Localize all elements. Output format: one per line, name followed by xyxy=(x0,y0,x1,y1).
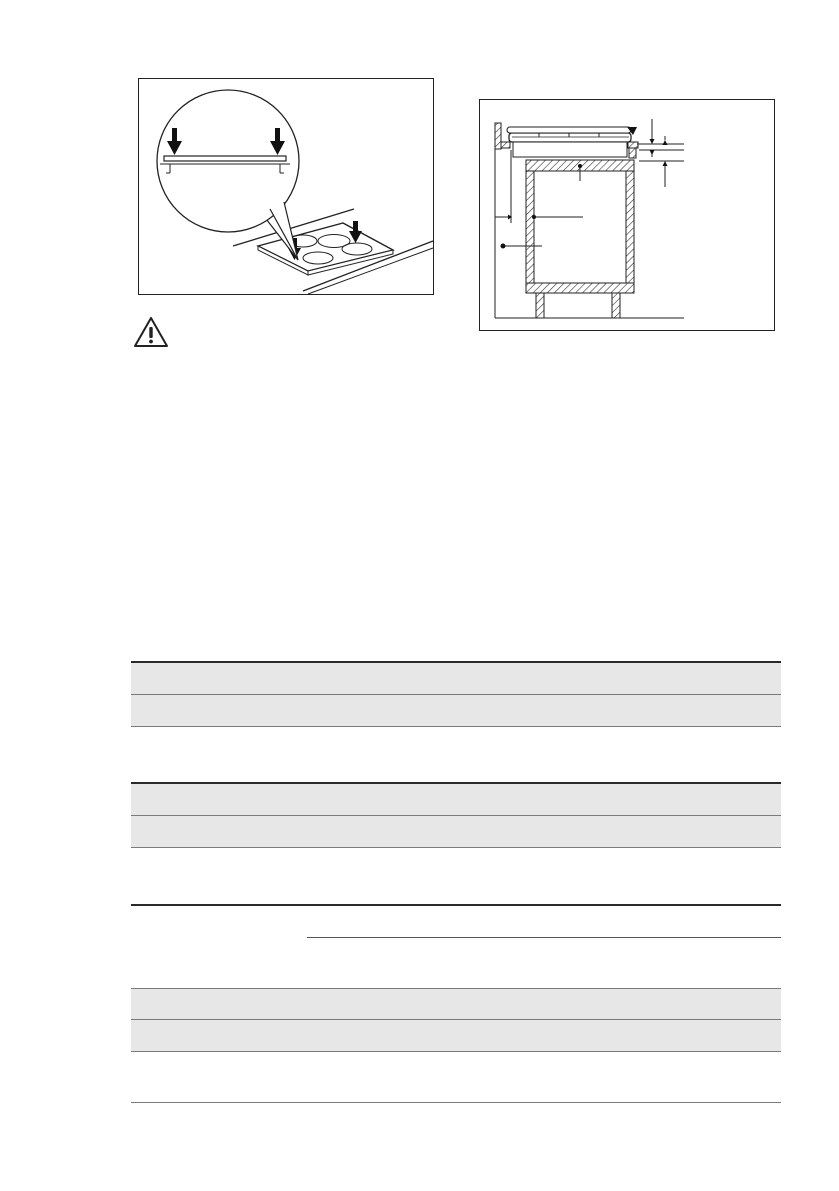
table-row xyxy=(131,661,781,695)
hob-installation-clamp-illustration xyxy=(138,78,434,295)
table-row xyxy=(131,989,781,1020)
table-row xyxy=(131,904,781,989)
spec-table-3 xyxy=(131,904,781,1103)
spec-table-1 xyxy=(131,661,781,727)
table-row xyxy=(131,1052,781,1103)
table-row xyxy=(131,695,781,727)
table-row xyxy=(131,782,781,816)
table-sub-divider xyxy=(307,937,781,938)
hob-installation-figure xyxy=(138,78,434,295)
warning-icon xyxy=(133,316,169,348)
cabinet-cross-section-figure xyxy=(479,99,775,331)
table-row xyxy=(131,1020,781,1052)
hob-cabinet-cross-section-diagram xyxy=(479,99,775,331)
table-row xyxy=(131,816,781,848)
spec-table-2 xyxy=(131,782,781,848)
